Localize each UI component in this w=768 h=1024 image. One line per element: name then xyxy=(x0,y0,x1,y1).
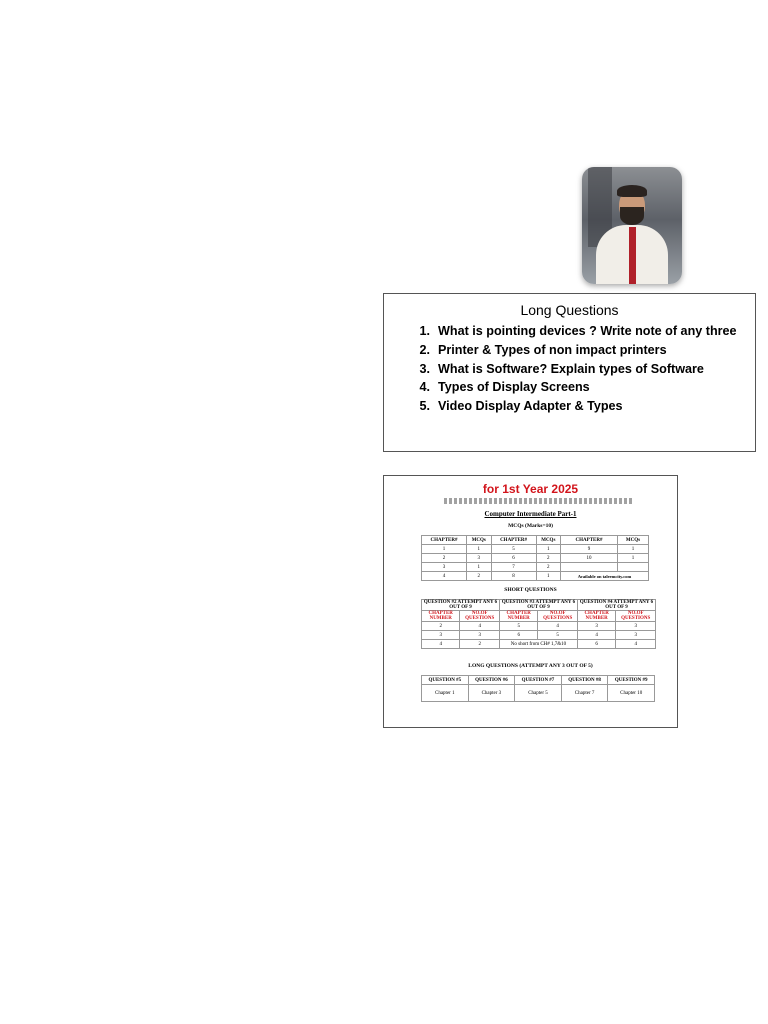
list-item xyxy=(384,360,755,379)
table-cell: 3 xyxy=(422,631,460,640)
column-group-header: QUESTION #2 ATTEMPT ANY 6 OUT OF 9 xyxy=(422,600,500,611)
table-cell: Chapter 3 xyxy=(468,685,515,702)
table-cell: 5 xyxy=(491,545,536,554)
table-cell: 4 xyxy=(616,640,656,649)
list-item xyxy=(384,378,755,397)
table-row xyxy=(422,622,656,631)
table-cell: 4 xyxy=(538,622,578,631)
mcq-table xyxy=(421,535,649,581)
item-number: 2. xyxy=(419,342,430,357)
table-row xyxy=(422,572,649,581)
item-number: 5. xyxy=(419,399,430,414)
table-header-row xyxy=(422,676,655,685)
table-cell: 2 xyxy=(460,640,500,649)
column-header: QUESTION #8 xyxy=(561,676,608,685)
column-header: CHAPTER# xyxy=(491,536,536,545)
table-cell: 3 xyxy=(616,622,656,631)
table-cell: 3 xyxy=(422,563,467,572)
column-header: QUESTION #6 xyxy=(468,676,515,685)
column-group-header: QUESTION #3 ATTEMPT ANY 6 OUT OF 9 xyxy=(499,600,577,611)
column-header: MCQs xyxy=(536,536,560,545)
table-cell: 2 xyxy=(536,563,560,572)
column-header: CHAPTER NUMBER xyxy=(499,611,537,622)
table-cell: Chapter 7 xyxy=(561,685,608,702)
sheet-title: for 1st Year 2025 xyxy=(482,482,579,496)
table-cell: 3 xyxy=(577,622,615,631)
table-cell: 3 xyxy=(460,631,500,640)
table-cell: 9 xyxy=(561,545,618,554)
table-row xyxy=(422,545,649,554)
long-questions-scheme-table xyxy=(421,675,655,702)
item-text: What is pointing devices ? Write note of any three xyxy=(438,324,737,338)
table-cell: Chapter 5 xyxy=(515,685,562,702)
table-cell: 6 xyxy=(491,554,536,563)
item-text: Video Display Adapter & Types xyxy=(438,399,623,414)
table-cell: 1 xyxy=(467,563,491,572)
sheet-subtitle: Computer Intermediate Part-1 xyxy=(484,510,577,518)
column-header: QUESTION #9 xyxy=(608,676,655,685)
paper-scheme-image xyxy=(383,475,678,728)
table-header-row xyxy=(422,600,656,611)
table-cell: 1 xyxy=(536,572,560,581)
table-cell: Chapter 1 xyxy=(422,685,469,702)
table-cell: 1 xyxy=(536,545,560,554)
list-item xyxy=(384,397,755,416)
long-questions-title: Long Questions xyxy=(520,302,619,318)
table-cell: 8 xyxy=(491,572,536,581)
long-questions-list xyxy=(384,322,755,416)
table-row xyxy=(422,554,649,563)
table-cell: 1 xyxy=(618,545,649,554)
item-number: 1. xyxy=(419,324,430,338)
teacher-photo xyxy=(582,167,682,284)
table-row xyxy=(422,640,656,649)
short-questions-heading: SHORT QUESTIONS xyxy=(504,587,557,593)
photo-beard xyxy=(620,207,644,225)
column-header: QUESTION #5 xyxy=(422,676,469,685)
table-cell: 5 xyxy=(538,631,578,640)
table-cell: Chapter 10 xyxy=(608,685,655,702)
column-header: CHAPTER NUMBER xyxy=(577,611,615,622)
column-header: NO.OF QUESTIONS xyxy=(538,611,578,622)
column-header: CHAPTER# xyxy=(561,536,618,545)
table-cell xyxy=(618,563,649,572)
table-header-row xyxy=(422,536,649,545)
table-cell: 1 xyxy=(618,554,649,563)
item-text: What is Software? Explain types of Software xyxy=(438,361,704,376)
table-cell: 2 xyxy=(422,554,467,563)
table-cell: 4 xyxy=(577,631,615,640)
table-cell: 10 xyxy=(561,554,618,563)
list-item xyxy=(384,341,755,360)
table-cell: 7 xyxy=(491,563,536,572)
table-cell: 4 xyxy=(422,640,460,649)
photo-hair xyxy=(617,185,647,197)
table-cell: 1 xyxy=(422,545,467,554)
column-header: MCQs xyxy=(618,536,649,545)
table-row xyxy=(422,563,649,572)
urdu-text-line xyxy=(444,498,634,504)
photo-tie xyxy=(629,227,636,284)
table-row xyxy=(422,631,656,640)
table-note-cell: No short from CH# 1,7&10 xyxy=(499,640,577,649)
table-cell: 4 xyxy=(460,622,500,631)
item-number: 3. xyxy=(419,361,430,376)
table-cell: 3 xyxy=(616,631,656,640)
short-questions-table xyxy=(421,599,656,649)
table-cell: 6 xyxy=(499,631,537,640)
table-cell xyxy=(561,563,618,572)
list-item xyxy=(384,322,755,341)
table-cell: 4 xyxy=(422,572,467,581)
item-text: Types of Display Screens xyxy=(438,380,590,395)
column-header: CHAPTER# xyxy=(422,536,467,545)
table-header-row xyxy=(422,611,656,622)
table-cell: 6 xyxy=(577,640,615,649)
column-header: CHAPTER NUMBER xyxy=(422,611,460,622)
table-cell: 2 xyxy=(422,622,460,631)
item-text: Printer & Types of non impact printers xyxy=(438,342,667,357)
column-header: NO.OF QUESTIONS xyxy=(616,611,656,622)
table-cell: 5 xyxy=(499,622,537,631)
column-group-header: QUESTION #4 ATTEMPT ANY 6 OUT OF 9 xyxy=(577,600,655,611)
table-row xyxy=(422,685,655,702)
long-questions-scheme-heading: LONG QUESTIONS (ATTEMPT ANY 3 OUT OF 5) xyxy=(468,663,593,669)
table-cell: 3 xyxy=(467,554,491,563)
availability-note: Available on taleemcity.com xyxy=(561,572,649,581)
column-header: NO.OF QUESTIONS xyxy=(460,611,500,622)
column-header: QUESTION #7 xyxy=(515,676,562,685)
table-cell: 1 xyxy=(467,545,491,554)
table-cell: 2 xyxy=(536,554,560,563)
long-questions-box xyxy=(383,293,756,452)
mcq-heading: MCQs (Marks=10) xyxy=(508,523,553,529)
table-cell: 2 xyxy=(467,572,491,581)
column-header: MCQs xyxy=(467,536,491,545)
item-number: 4. xyxy=(419,380,430,395)
